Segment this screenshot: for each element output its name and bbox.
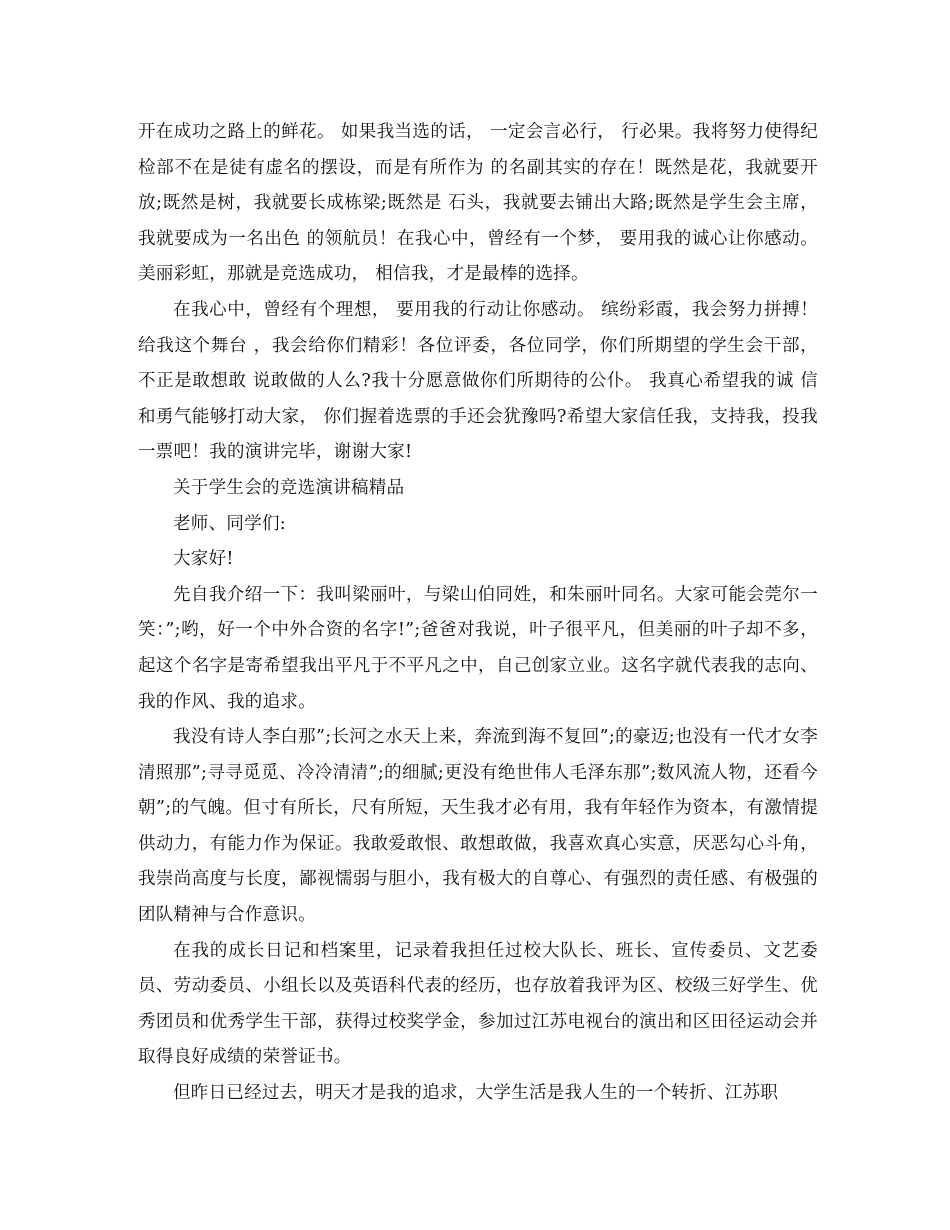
paragraph-1: 开在成功之路上的鲜花。 如果我当选的话， 一定会言必行， 行必果。我将努力使得纪检部不在是徒有虚名的摆设，而是有所作为 的名副其实的存在！既然是花，我就要开放;既然是树，我就要长成栋梁;既然是 石头，我就要去铺出大路;既然是学生会主席，我就要成为一名出色 的领航员！在我心中，曾经有一个梦， 要用我的诚心让你感动。 美丽彩虹，那就是竞选成功， 相信我，才是最棒的选择。	[138, 122, 818, 285]
document-body	[138, 115, 818, 1112]
greeting: 大家好!	[173, 549, 234, 570]
paragraph-2: 在我心中，曾经有个理想， 要用我的行动让你感动。 缤纷彩霞，我会努力拼搏！给我这个舞台 ，我会给你们精彩！各位评委，各位同学，你们所期望的学生会干部，不正是敢想敢 说敢做的人么?我十分愿意做你们所期待的公仆。 我真心希望我的诚 信和勇气能够打动大家， 你们握着选票的手还会犹豫吗?希望大家信任我，支持我，投我一票吧！我的演讲完毕，谢谢大家!	[138, 299, 818, 463]
paragraph-introduction: 先自我介绍一下：我叫梁丽叶，与梁山伯同姓，和朱丽叶同名。大家可能会莞尔一笑：”;哟，好一个中外合资的名字!”;爸爸对我说，叶子很平凡，但美丽的叶子却不多，起这个名字是寄希望我出平凡于不平凡之中，自己创家立业。这名字就代表我的志向、我的作风、我的追求。	[138, 584, 818, 712]
paragraph-comparison: 我没有诗人李白那”;长河之水天上来，奔流到海不复回”;的豪迈;也没有一代才女李清照那”;寻寻觅觅、冷冷清清”;的细腻;更没有绝世伟人毛泽东那”;数风流人物，还看今朝”;的气魄。但寸有所长，尺有所短，天生我才必有用，我有年轻作为资本，有激情提供动力，有能力作为保证。我敢爱敢恨、敢想敢做，我喜欢真心实意，厌恶勾心斗角，我崇尚高度与长度，鄙视懦弱与胆小，我有极大的自尊心、有强烈的责任感、有极强的团队精神与合作意识。	[138, 727, 818, 926]
section-title: 关于学生会的竞选演讲稿精品	[173, 477, 405, 498]
paragraph-experience: 在我的成长日记和档案里，记录着我担任过校大队长、班长、宣传委员、文艺委员、劳动委员、小组长以及英语科代表的经历，也存放着我评为区、校级三好学生、优秀团员和优秀学生干部，获得过校奖学金，参加过江苏电视台的演出和区田径运动会并取得良好成绩的荣誉证书。	[138, 940, 818, 1068]
salutation: 老师、同学们:	[173, 513, 286, 534]
paragraph-future: 但昨日已经过去，明天才是我的追求，大学生活是我人生的一个转折、江苏职	[173, 1083, 779, 1104]
